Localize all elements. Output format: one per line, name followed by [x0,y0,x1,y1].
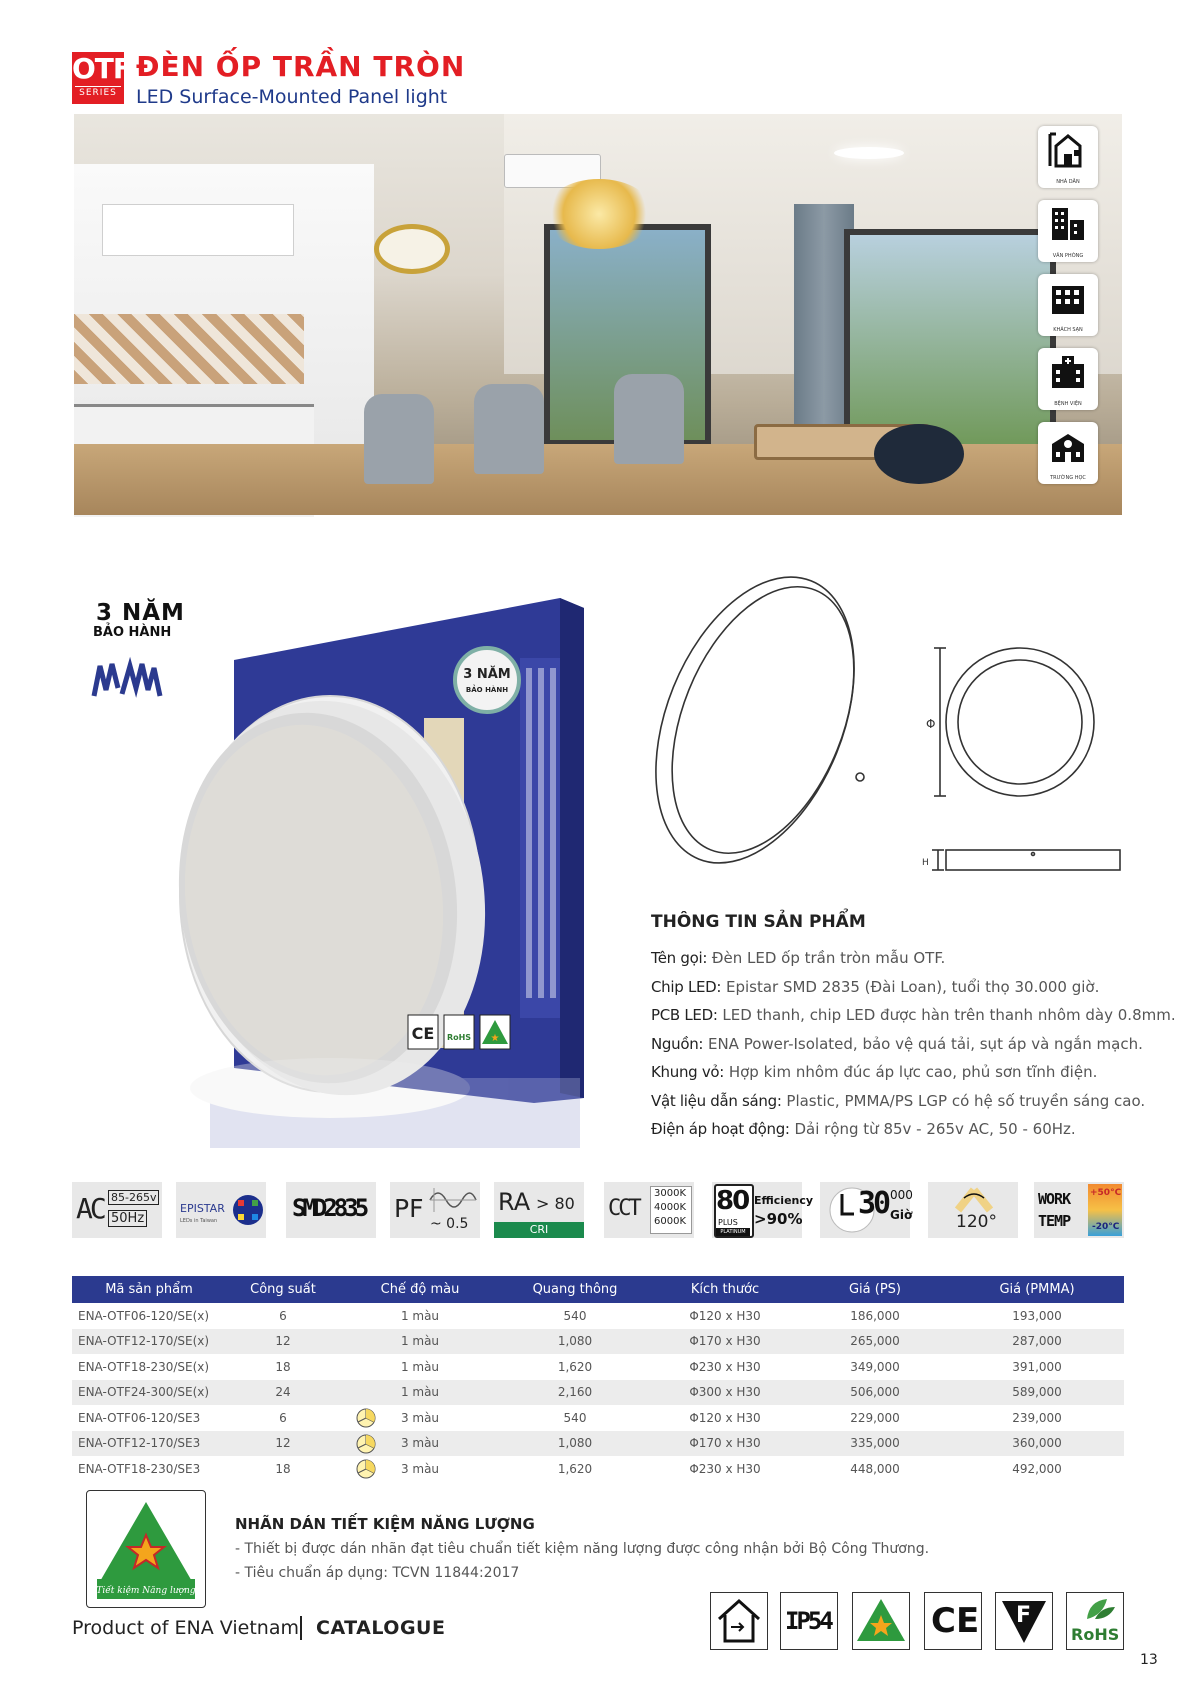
app-school: TRƯỜNG HỌC [1038,422,1098,484]
cell-power: 18 [275,1461,291,1476]
cell-color-mode: 3 màu [340,1431,500,1457]
table-row [72,1329,1124,1355]
spec-pf: PF ~ 0.5 [390,1182,480,1238]
cell-price-ps: 349,000 [850,1359,900,1374]
badge-otf: OTF [72,52,132,85]
spec-smd: SMD2835 [286,1182,376,1238]
cert-rohs: RoHS [1066,1592,1124,1650]
three-color-icon [356,1434,376,1454]
product-table [72,1276,1124,1482]
cell-model: ENA-OTF12-170/SE(x) [72,1329,226,1355]
box-reflection [200,1078,580,1148]
col-header: Công suất [226,1276,340,1303]
cell-color-mode: 1 màu [400,1308,440,1323]
room-photo [74,114,1122,515]
info-row: Tên gọi: Đèn LED ốp trần tròn mẫu OTF. [651,949,946,967]
table-header-row [72,1276,1124,1303]
cell-price-ps: 506,000 [800,1380,950,1406]
spec-lifetime: 30 000 Giờ [820,1182,910,1238]
warranty-label: BẢO HÀNH [93,625,172,640]
cell-power: 12 [226,1431,340,1457]
cell-size: Φ120 x H30 [689,1308,761,1323]
ena-logo-icon [92,660,162,700]
warranty-years: 3 NĂM [96,600,185,626]
three-color-icon [356,1408,376,1428]
energy-star-icon [853,1593,909,1649]
col-header: Quang thông [500,1276,650,1303]
office-building-icon [1048,206,1088,242]
three-color-icon [356,1459,376,1479]
product-info-list [651,944,1176,1144]
spec-cct: CCT 3000K 4000K 6000K [604,1182,694,1238]
col-header: Chế độ màu [340,1276,500,1303]
spec-ra: RA > 80 CRI [494,1182,584,1238]
table-row [72,1380,1124,1406]
app-hotel: KHÁCH SẠN [1038,274,1098,336]
cell-size: Φ230 x H30 [689,1359,761,1374]
epistar-logo-icon [232,1190,264,1230]
diameter-label: Φ [926,717,936,731]
svg-text:★: ★ [490,1033,500,1044]
spec-icons [72,1182,1122,1240]
col-header: Giá (PMMA) [950,1276,1124,1303]
cell-model: ENA-OTF18-230/SE3 [78,1461,201,1476]
table-row [72,1431,1124,1457]
cell-lumen: 2,160 [500,1380,650,1406]
cell-price-pmma: 589,000 [950,1380,1124,1406]
cert-indoor [710,1592,768,1650]
cell-power: 6 [279,1308,287,1323]
cell-price-ps: 186,000 [850,1308,900,1323]
box-seal-years: 3 NĂM [463,667,511,682]
otf-series-badge [72,52,132,104]
cell-power: 6 [279,1410,287,1425]
cert-ce: CE [924,1592,982,1650]
info-row: Khung vỏ: Hợp kim nhôm đúc áp lực cao, phủ sơn tĩnh điện. [651,1063,1098,1081]
product-info-title: THÔNG TIN SẢN PHẨM [651,912,866,932]
ceiling-lamp [834,147,904,159]
info-row: Chip LED: Epistar SMD 2835 (Đài Loan), tuổi thọ 30.000 giờ. [651,977,1100,996]
hospital-icon [1048,354,1088,390]
cell-size: Φ300 x H30 [650,1380,800,1406]
energy-logo-text: Tiết kiệm Năng lượng [96,1586,196,1596]
energy-label-logo [86,1490,206,1608]
page-title: ĐÈN ỐP TRẦN TRÒN [136,50,466,83]
cert-f: F [995,1592,1053,1650]
table-row [72,1354,1124,1380]
cell-lumen: 540 [563,1410,587,1425]
cell-price-pmma: 360,000 [950,1431,1124,1457]
cell-model: ENA-OTF12-170/SE3 [72,1431,226,1457]
footer-brand: Product of ENA Vietnam [72,1617,299,1639]
cell-power: 18 [275,1359,291,1374]
info-row: Nguồn: ENA Power-Isolated, bảo vệ quá tải, sụt áp và ngắn mạch. [651,1034,1143,1053]
info-row: Điện áp hoạt động: Dải rộng từ 85v - 265v AC, 50 - 60Hz. [651,1120,1076,1138]
technical-drawing [660,570,1120,890]
application-icons [1038,126,1102,496]
col-header: Kích thước [650,1276,800,1303]
energy-label-desc: - Thiết bị được dán nhãn đạt tiêu chuẩn tiết kiệm năng lượng được công nhận bởi Bộ Công Thương. [235,1541,930,1557]
energy-saving-star-icon [87,1491,205,1607]
col-header: Mã sản phẩm [72,1276,226,1303]
spec-ac: AC 85-265v 50Hz [72,1182,162,1238]
height-label: H [922,858,929,868]
cell-lumen: 1,080 [500,1431,650,1457]
spec-beam-angle: 120° [928,1182,1018,1238]
cert-energy [852,1592,910,1650]
app-house: NHÀ DÂN [1038,126,1098,188]
table-row [72,1456,1124,1482]
cell-size: Φ230 x H30 [689,1461,761,1476]
cell-power: 24 [226,1380,340,1406]
footer-divider [300,1616,302,1640]
cell-price-pmma: 391,000 [1012,1359,1062,1374]
cell-color-mode: 3 màu [340,1456,500,1482]
info-row: PCB LED: LED thanh, chip LED được hàn trên thanh nhôm dày 0.8mm. [651,1006,1176,1024]
cell-size: Φ170 x H30 [650,1329,800,1355]
beam-angle-icon [950,1184,998,1214]
energy-label-title: NHÃN DÁN TIẾT KIỆM NĂNG LƯỢNG [235,1515,535,1533]
cell-lumen: 1,620 [557,1359,593,1374]
box-rohs-mark: RoHS [446,1033,472,1042]
cell-price-ps: 229,000 [850,1410,900,1425]
rohs-leaf-icon [1067,1593,1123,1623]
cell-model: ENA-OTF24-300/SE(x) [72,1380,226,1406]
cell-color-mode: 1 màu [340,1380,500,1406]
app-office: VĂN PHÒNG [1038,200,1098,262]
cell-price-pmma: 193,000 [1012,1308,1062,1323]
spec-efficiency: 80 PLUS PLATINUM Efficiency >90% [712,1182,802,1238]
clock-icon [822,1186,862,1234]
cell-color-mode: 1 màu [400,1359,440,1374]
box-ce-mark: CE [411,1024,435,1043]
cell-price-pmma: 239,000 [1012,1410,1062,1425]
cell-model: ENA-OTF06-120/SE(x) [78,1308,210,1323]
cell-size: Φ120 x H30 [689,1410,761,1425]
cell-lumen: 1,080 [500,1329,650,1355]
hotel-icon [1048,280,1088,316]
cell-lumen: 1,620 [557,1461,593,1476]
cell-model: ENA-OTF06-120/SE3 [78,1410,201,1425]
page-subtitle: LED Surface-Mounted Panel light [136,86,448,108]
cell-lumen: 540 [563,1308,587,1323]
product-box-image [234,598,584,1098]
col-header: Giá (PS) [800,1276,950,1303]
indoor-house-icon [711,1593,767,1649]
cell-price-pmma: 492,000 [1012,1461,1062,1476]
cell-price-pmma: 287,000 [950,1329,1124,1355]
cell-color-mode: 1 màu [340,1329,500,1355]
cell-model: ENA-OTF18-230/SE(x) [78,1359,210,1374]
cell-price-ps: 335,000 [800,1431,950,1457]
app-hospital: BỆNH VIỆN [1038,348,1098,410]
spec-work-temp: WORK TEMP +50°C -20°C [1034,1182,1124,1238]
spec-epistar: EPISTAR LEDs in Taiwan [176,1182,266,1238]
page-number: 13 [1140,1652,1158,1668]
footer-catalogue: CATALOGUE [316,1617,446,1639]
cell-size: Φ170 x H30 [650,1431,800,1457]
cell-price-ps: 265,000 [800,1329,950,1355]
box-seal-label: BẢO HÀNH [465,686,509,694]
cell-color-mode: 3 màu [340,1405,500,1431]
table-row [72,1405,1124,1431]
sine-wave-icon [430,1186,476,1214]
badge-series: SERIES [75,86,121,99]
school-icon [1048,428,1088,464]
info-row: Vật liệu dẫn sáng: Plastic, PMMA/PS LGP có hệ số truyền sáng cao. [651,1091,1146,1110]
cell-power: 12 [226,1329,340,1355]
cert-ip54: IP54 [780,1592,838,1650]
energy-label-standard: - Tiêu chuẩn áp dụng: TCVN 11844:2017 [235,1565,520,1581]
cell-price-ps: 448,000 [850,1461,900,1476]
house-icon [1048,132,1088,168]
table-row [72,1303,1124,1329]
